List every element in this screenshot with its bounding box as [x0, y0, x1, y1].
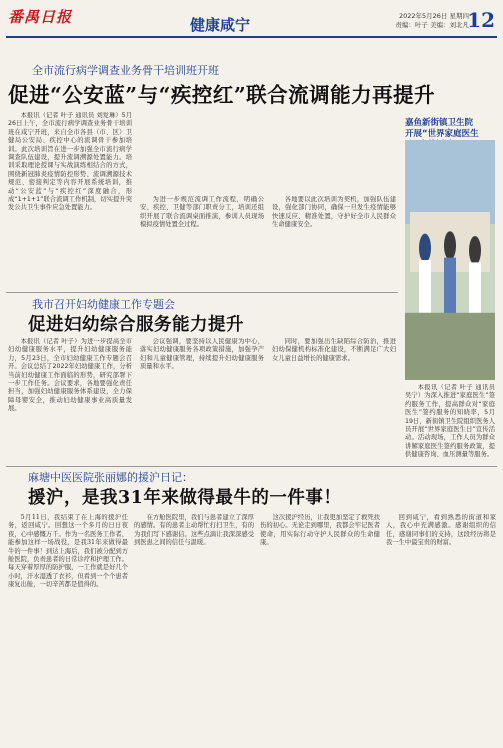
article3-column-2: 在方舱医院里，我们与患者建立了深厚的感情。有的患者主动帮忙打扫卫生，有的为我们写下感谢信。这些点滴让我深深感受到医患之间的信任与温暖。	[134, 514, 254, 547]
article1-column-2: 为进一步规范流调工作流程，明确公安、疾控、卫健等部门职责分工，培训还组织开展了联合流调桌面推演，参训人员现场模拟疫情处置全过程。	[140, 196, 264, 229]
editor-line: 责编：叶子 美编：刘北凡	[395, 21, 469, 29]
article1-body: 本报讯（记者 叶子 通讯员 刘爱琳）5月26日上午，全市流行病学调查业务骨干培训班在咸宁开班，来自全市各县（市、区）卫健局公安局、疾控中心的流调骨干参加培训。此次培训旨在进一步加强全市流行病学调查队伍建设，提升流调溯源处置能力。培训采取理论授课与实战演练相结合的方式，围绕新冠肺炎疫情防控形势、流调溯源技术规范、密接判定等内容开展系统培训，推动“公安蓝”与“疾控红”深度融合，形成“1+1+1”联合流调工作机制，切实提升突发公共卫生事件应急处置能力。	[8, 112, 132, 212]
article3-kicker: 麻塘中医医院张丽娜的援沪日记：	[28, 471, 193, 484]
article1-column-1	[8, 112, 132, 288]
article3-column-1	[8, 514, 128, 742]
page-number: 12	[467, 8, 495, 32]
section-title: 健康咸宁	[190, 16, 251, 34]
issue-info	[395, 12, 469, 30]
article3-body: 5月11日，我结束了在上海的援沪任务，返回咸宁。回想这一个多月的日日夜夜，心中感慨万千。作为一名医务工作者，能参加这样一场战役，是我31年来做得最牛的一件事！到达上海后，我们被分配到方舱医院，负责患者的日常诊疗和护理工作。每天穿着厚厚的防护服，一工作就是好几个小时，汗水湿透了衣衫，但看到一个个患者康复出舱，一切辛苦都是值得的。	[8, 514, 128, 589]
article2-body: 本报讯（记者 叶子）为进一步提高全市妇幼健康服务水平，提升妇幼健康服务能力，5月23日，全市妇幼健康工作专题会召开。会议总结了2022年妇幼健康工作，分析当前妇幼健康工作面临的形势，研究部署下一步工作任务。会议要求，各地要强化责任担当，加强妇幼健康服务体系建设，全力保障母婴安全，推动妇幼健康事业高质量发展。	[8, 338, 132, 413]
article2-kicker: 我市召开妇幼健康工作专题会	[32, 298, 175, 311]
article3-column-4: 回到咸宁，看到熟悉的街道和家人，我心中充满感激。感谢组织的信任，感谢同事们的支持，这段经历将是我一生中最宝贵的财富。	[386, 514, 496, 547]
article1-column-3: 各地要以此次培训为契机，加强队伍建设，强化部门协同，确保一旦发生疫情能够快速反应、精准处置，守护好全市人民群众生命健康安全。	[272, 196, 396, 229]
article3-headline: 援沪，是我31年来做得最牛的一件事！	[28, 488, 342, 508]
article1-kicker: 全市流行病学调查业务骨干培训班开班	[32, 64, 219, 77]
sidebar-body-column	[405, 384, 495, 462]
masthead-rule	[6, 36, 497, 38]
sidebar-subtitle: 开展“世界家庭医生	[405, 129, 479, 139]
sidebar-title: 嘉鱼新街镇卫生院	[405, 118, 474, 128]
article3-column-3: 这次援沪经历，让我更加坚定了救死扶伤的初心。无论走到哪里，我都会牢记医者使命，用实际行动守护人民群众的生命健康。	[260, 514, 380, 547]
article2-headline: 促进妇幼综合服务能力提升	[28, 315, 244, 335]
sidebar-body-text: 本报讯（记者 叶子 通讯员 吴宁）为深入推进“家庭医生”签约服务工作，提高群众对“家庭医生”签约服务的知晓率，5月19日，新街镇卫生院组织医务人员开展“世界家庭医生日”宣传活动。活动现场，工作人员为群众讲解家庭医生签约服务政策，提供健康咨询、血压测量等服务。	[405, 384, 495, 459]
article2-column-1	[8, 338, 132, 462]
divider-1	[6, 292, 398, 293]
article1-headline: 促进“公安蓝”与“疾控红”联合流调能力再提升	[8, 83, 436, 107]
article2-column-2: 会议强调，要坚持以人民健康为中心，落实妇幼健康服务各项政策措施，加强孕产妇和儿童健康管理，持续提升妇幼健康服务质量和水平。	[140, 338, 264, 371]
masthead	[0, 0, 503, 40]
date-line: 2022年5月26日 星期四	[398, 12, 469, 20]
divider-2	[6, 466, 497, 467]
health-promotion-photo	[405, 140, 495, 380]
paper-logo: 番禺日报	[8, 8, 73, 26]
article2-column-3: 同时，要加强出生缺陷综合防治，推进妇幼保健机构标准化建设，不断满足广大妇女儿童日益增长的健康需求。	[272, 338, 396, 362]
